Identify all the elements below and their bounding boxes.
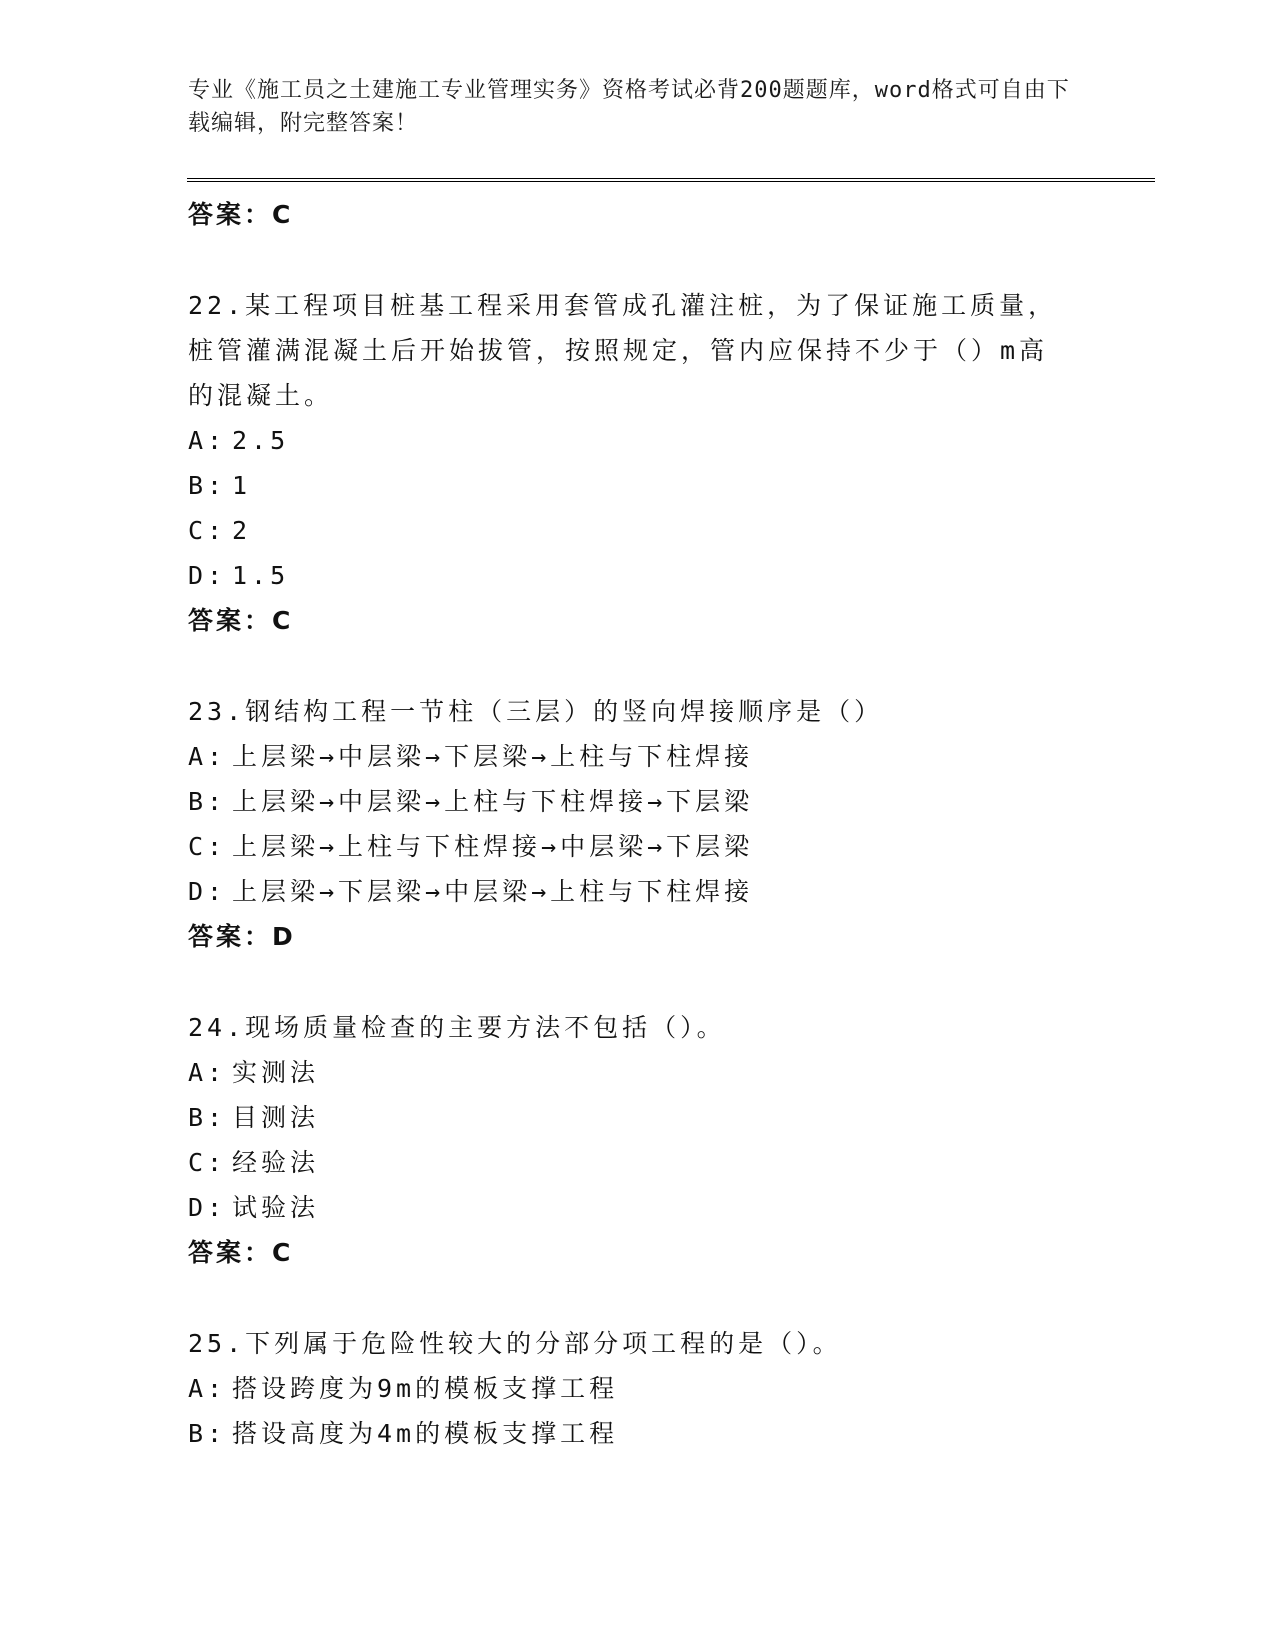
option-key: D:	[188, 561, 227, 590]
option-a	[188, 1050, 1078, 1095]
option-text: 实测法	[232, 1058, 320, 1087]
question-text	[188, 689, 1068, 734]
option-key: A:	[188, 1374, 227, 1403]
option-text: 上层梁→下层梁→中层梁→上柱与下柱焊接	[232, 877, 754, 906]
option-text: 上层梁→上柱与下柱焊接→中层梁→下层梁	[232, 832, 754, 861]
option-key: A:	[188, 426, 227, 455]
answer-line: 答案：D	[188, 922, 296, 951]
question-stem: 现场质量检查的主要方法不包括（）。	[245, 1013, 726, 1042]
question-24	[188, 1005, 1078, 1275]
answer-line: 答案：C	[188, 200, 294, 229]
option-b	[188, 463, 1078, 508]
option-d	[188, 869, 1078, 914]
question-number: 25.	[188, 1329, 246, 1358]
question-number: 23.	[188, 697, 246, 726]
option-a	[188, 734, 1078, 779]
question-text	[188, 1321, 1068, 1366]
question-text	[188, 283, 1068, 418]
option-key: C:	[188, 516, 227, 545]
question-stem: 下列属于危险性较大的分部分项工程的是（）。	[245, 1329, 842, 1358]
option-a	[188, 1366, 1078, 1411]
question-number: 24.	[188, 1013, 246, 1042]
option-key: B:	[188, 1103, 227, 1132]
question-number: 22.	[188, 291, 246, 320]
option-key: C:	[188, 1148, 227, 1177]
option-text: 1	[232, 471, 252, 500]
option-key: A:	[188, 742, 227, 771]
answer-line: 答案：C	[188, 1238, 294, 1267]
option-a	[188, 418, 1078, 463]
option-key: B:	[188, 1419, 227, 1448]
question-stem: 钢结构工程一节柱（三层）的竖向焊接顺序是（）	[245, 697, 884, 726]
option-text: 上层梁→中层梁→上柱与下柱焊接→下层梁	[232, 787, 754, 816]
question-23	[188, 689, 1078, 959]
option-text: 1.5	[232, 561, 290, 590]
header-divider	[187, 178, 1155, 182]
option-b	[188, 1411, 1078, 1456]
option-text: 上层梁→中层梁→下层梁→上柱与下柱焊接	[232, 742, 754, 771]
option-key: B:	[188, 787, 227, 816]
question-text	[188, 1005, 1068, 1050]
option-key: D:	[188, 1193, 227, 1222]
option-c	[188, 824, 1078, 869]
option-text: 搭设跨度为9m的模板支撑工程	[232, 1374, 619, 1403]
question-25	[188, 1321, 1078, 1456]
option-text: 目测法	[232, 1103, 320, 1132]
option-text: 试验法	[232, 1193, 320, 1222]
option-text: 搭设高度为4m的模板支撑工程	[232, 1419, 619, 1448]
option-c	[188, 508, 1078, 553]
option-key: A:	[188, 1058, 227, 1087]
option-key: B:	[188, 471, 227, 500]
question-stem: 某工程项目桩基工程采用套管成孔灌注桩，为了保证施工质量，桩管灌满混凝土后开始拔管，按照规定，管内应保持不少于（）m高的混凝土。	[188, 291, 1058, 410]
option-key: D:	[188, 877, 227, 906]
option-c	[188, 1140, 1078, 1185]
option-d	[188, 1185, 1078, 1230]
option-b	[188, 1095, 1078, 1140]
option-d	[188, 553, 1078, 598]
document-body	[188, 192, 1078, 1456]
option-text: 2	[232, 516, 252, 545]
option-text: 2.5	[232, 426, 290, 455]
question-22	[188, 283, 1078, 643]
option-b	[188, 779, 1078, 824]
option-key: C:	[188, 832, 227, 861]
option-text: 经验法	[232, 1148, 320, 1177]
answer-line: 答案：C	[188, 606, 294, 635]
page-header: 专业《施工员之土建施工专业管理实务》资格考试必背200题题库，word格式可自由下载编辑，附完整答案！	[188, 78, 1070, 136]
